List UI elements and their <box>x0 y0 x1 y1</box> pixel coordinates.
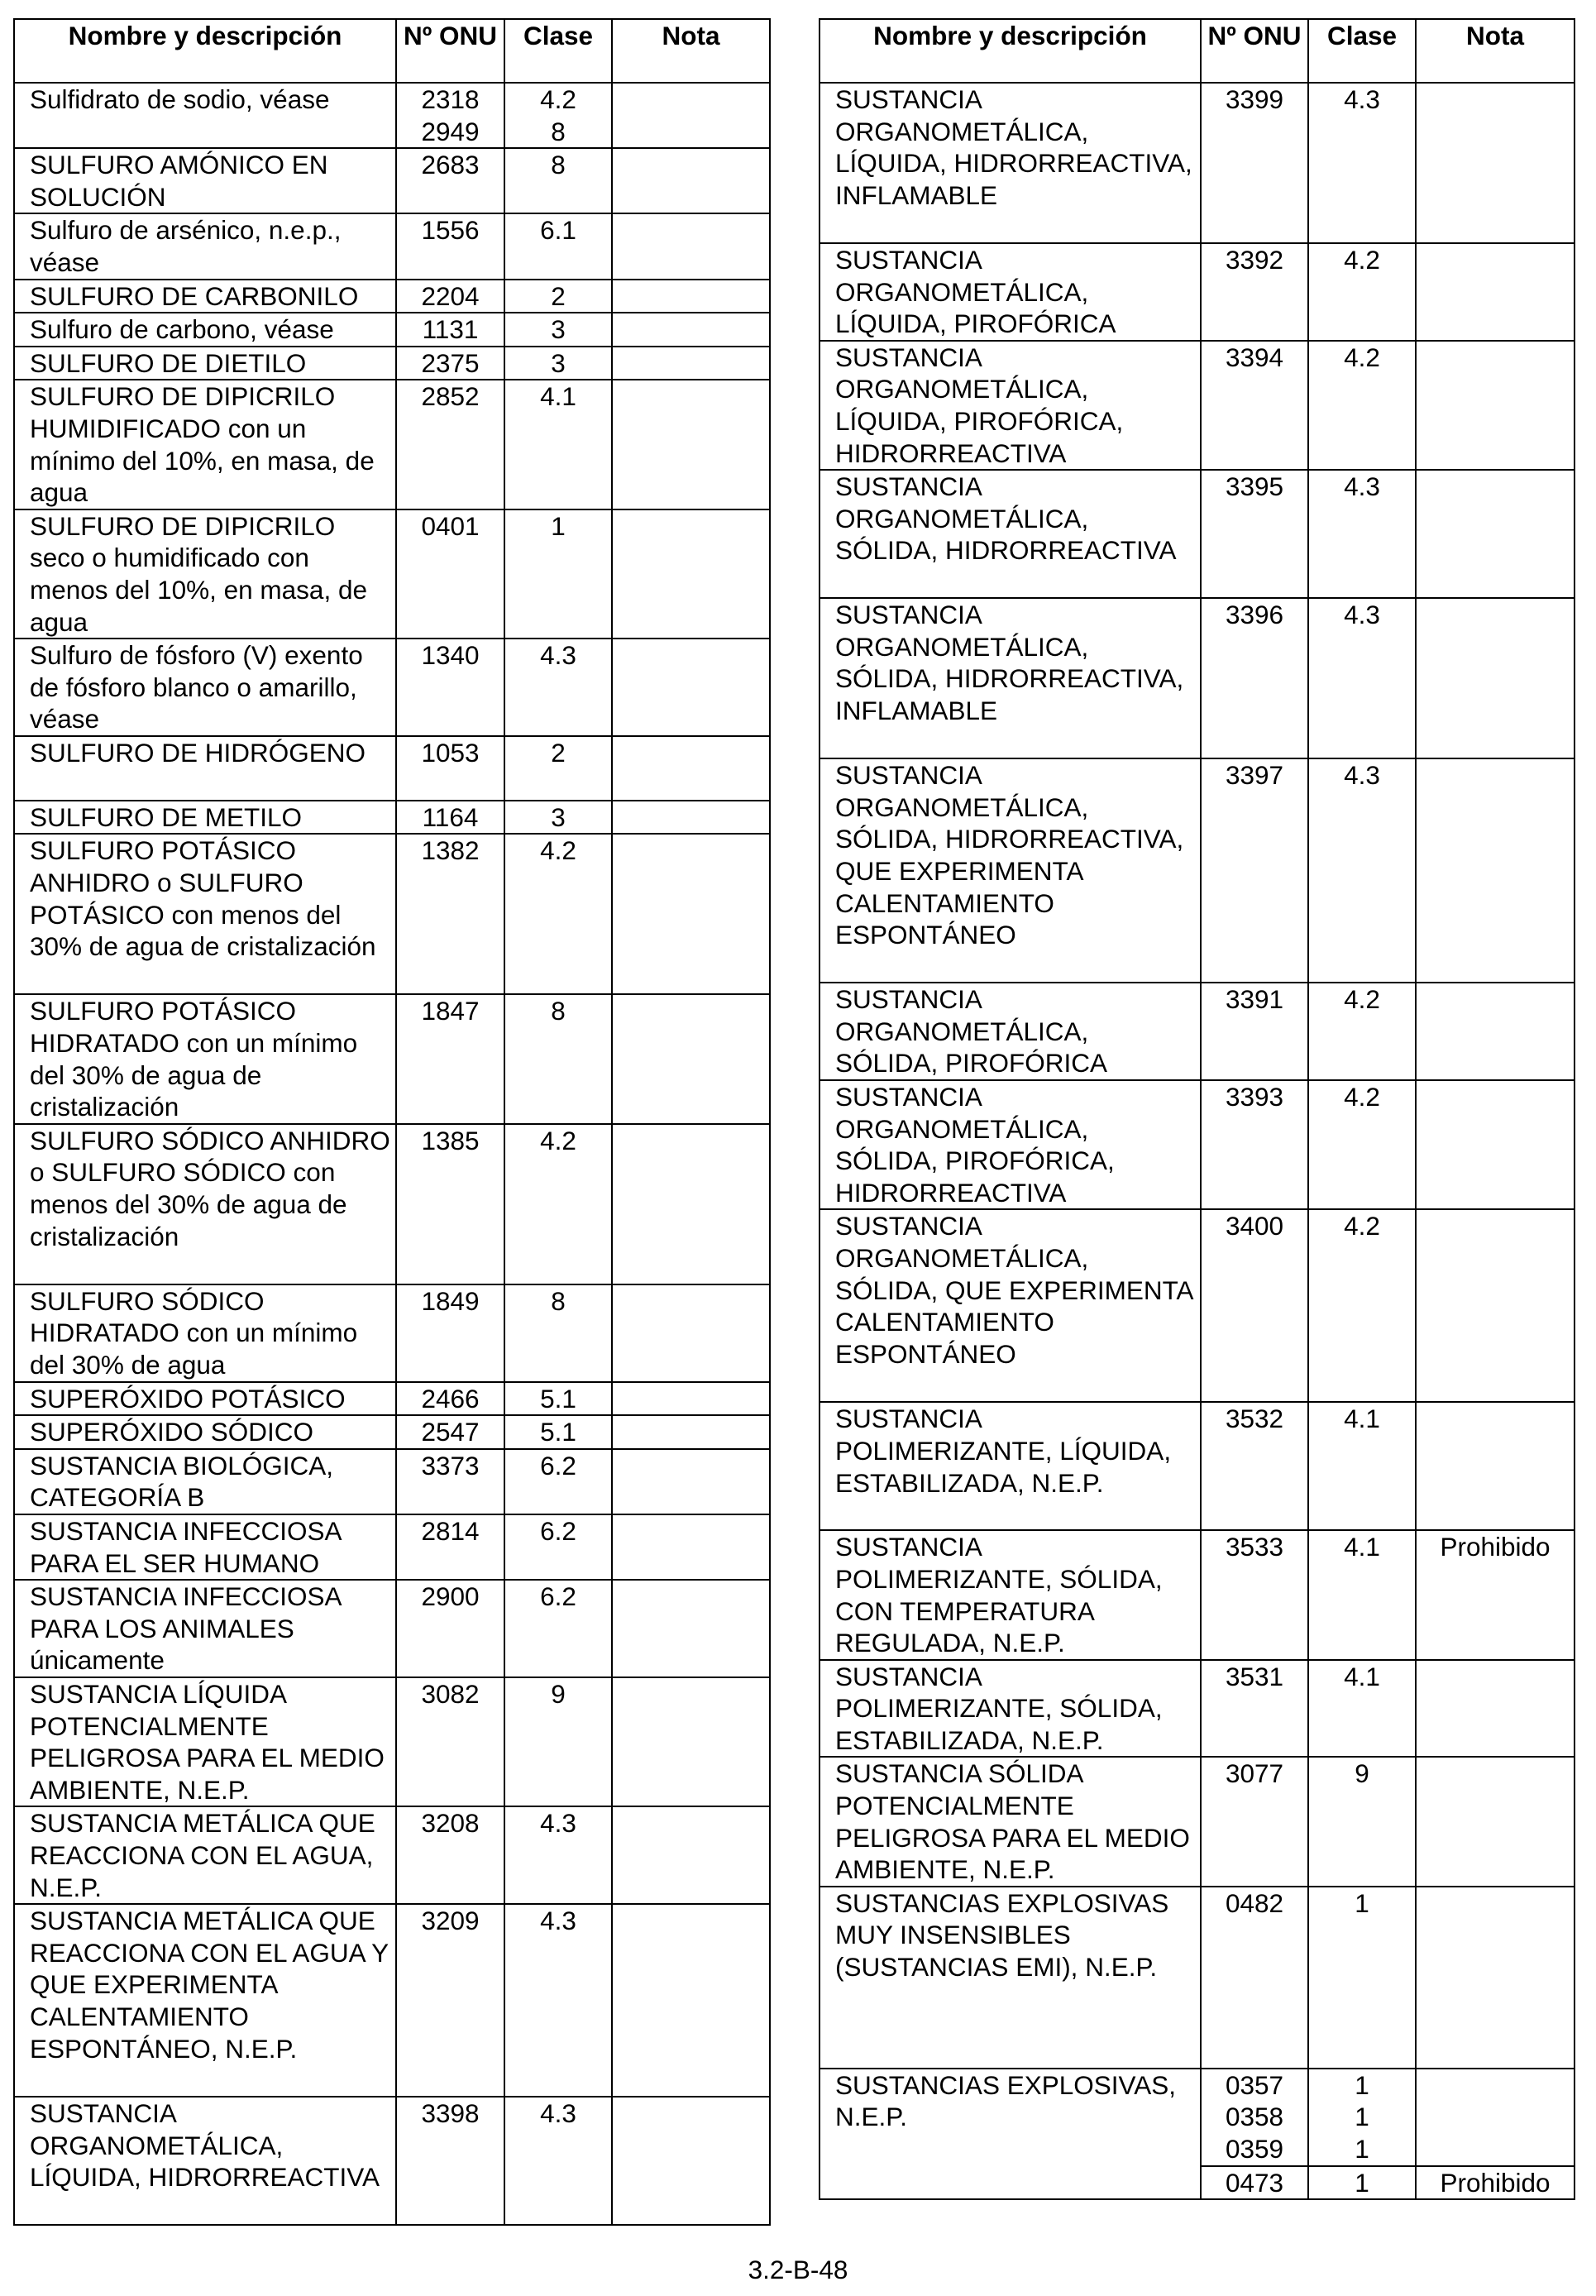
hazard-class-value: 1 <box>1355 1887 1369 1918</box>
table-row <box>14 1449 770 1514</box>
note <box>612 834 770 994</box>
un-number <box>396 1514 504 1580</box>
hazard-class <box>1308 598 1416 758</box>
substance-name: SULFURO POTÁSICO HIDRATADO con un mínimo del 30% de agua de cristalización <box>14 994 396 1123</box>
hazard-class-value: 6.2 <box>540 1581 576 1612</box>
un-number-value: 1385 <box>421 1125 480 1155</box>
hazard-class-value: 6.2 <box>540 1450 576 1480</box>
hazard-class-value: 4.3 <box>540 1808 576 1839</box>
hazard-class <box>504 509 612 639</box>
un-number-value: 3399 <box>1225 84 1284 114</box>
note <box>1416 1209 1574 1402</box>
un-number <box>396 347 504 380</box>
note <box>612 1514 770 1580</box>
un-number <box>1201 341 1308 470</box>
un-number-value: 3531 <box>1225 1661 1284 1691</box>
un-number-value: 1382 <box>421 835 480 866</box>
hazard-class-value: 1 <box>1355 2167 1369 2198</box>
hazard-class <box>1308 1080 1416 1209</box>
header-class: Clase <box>1308 19 1416 83</box>
substance-name: SUSTANCIAS EXPLOSIVAS MUY INSENSIBLES (SUSTANCIAS EMI), N.E.P. <box>820 1887 1201 2069</box>
hazard-class-value: 1 <box>1355 2069 1369 2100</box>
un-number <box>1201 598 1308 758</box>
note <box>612 1284 770 1382</box>
hazard-class-value: 2 <box>551 280 566 311</box>
substance-name: SUSTANCIA METÁLICA QUE REACCIONA CON EL AGUA Y QUE EXPERIMENTA CALENTAMIENTO ESPONTÁNEO, N.E.P. <box>14 1904 396 2097</box>
un-number <box>396 1449 504 1514</box>
hazard-class <box>504 1449 612 1514</box>
table-row <box>14 380 770 509</box>
un-number-value: 3396 <box>1225 600 1284 630</box>
note: Prohibido <box>1416 2166 1574 2200</box>
substance-name: SUSTANCIA POLIMERIZANTE, LÍQUIDA, ESTABILIZADA, N.E.P. <box>820 1402 1201 1530</box>
hazard-class-value: 4.1 <box>1344 1404 1380 1434</box>
table-row <box>14 1284 770 1382</box>
hazard-class <box>504 1580 612 1677</box>
hazard-class-value: 4.2 <box>1344 984 1380 1015</box>
hazard-class <box>504 1415 612 1449</box>
un-number-value: 3392 <box>1225 245 1284 275</box>
un-number <box>396 509 504 639</box>
un-number <box>396 994 504 1123</box>
header-row <box>14 19 770 83</box>
un-number-value: 1847 <box>421 996 480 1026</box>
substance-name: SULFURO SÓDICO ANHIDRO o SULFURO SÓDICO con menos del 30% de agua de cristalización <box>14 1124 396 1284</box>
hazard-class <box>1308 1757 1416 1886</box>
hazard-class <box>504 1284 612 1382</box>
un-number <box>1201 2166 1308 2200</box>
hazard-class-value: 4.2 <box>1344 245 1380 275</box>
hazard-class <box>504 313 612 347</box>
un-number-value: 3391 <box>1225 984 1284 1015</box>
hazard-class-value: 8 <box>551 150 566 180</box>
hazard-class <box>1308 1530 1416 1659</box>
hazard-class <box>504 639 612 736</box>
substance-name: SUSTANCIA INFECCIOSA PARA EL SER HUMANO <box>14 1514 396 1580</box>
hazard-class-value: 4.1 <box>1344 1532 1380 1562</box>
hazard-class <box>1308 2166 1416 2200</box>
un-number <box>396 1415 504 1449</box>
substance-name: SUSTANCIA LÍQUIDA POTENCIALMENTE PELIGROSA PARA EL MEDIO AMBIENTE, N.E.P. <box>14 1677 396 1806</box>
un-number-value: 2852 <box>421 381 480 412</box>
un-number-value: 3395 <box>1225 471 1284 502</box>
table-row <box>14 736 770 801</box>
hazard-class-value: 9 <box>1355 1758 1369 1789</box>
un-number <box>396 736 504 801</box>
hazard-class-value: 4.3 <box>540 1906 576 1936</box>
hazard-class <box>1308 2069 1416 2166</box>
un-number <box>396 148 504 213</box>
un-number-value: 2375 <box>421 347 480 378</box>
un-number-value: 2466 <box>421 1383 480 1413</box>
table-row <box>820 1660 1574 1758</box>
un-number <box>396 801 504 835</box>
substance-name: SUSTANCIA ORGANOMETÁLICA, SÓLIDA, HIDRORREACTIVA, QUE EXPERIMENTA CALENTAMIENTO ESPONTÁNEO <box>820 758 1201 983</box>
hazard-class <box>504 83 612 148</box>
substance-name: SUPERÓXIDO SÓDICO <box>14 1415 396 1449</box>
hazard-class <box>1308 1402 1416 1530</box>
table-row <box>820 598 1574 758</box>
un-number-value: 0482 <box>1225 1887 1284 1918</box>
un-number-value: 3532 <box>1225 1404 1284 1434</box>
substance-name: SUSTANCIA ORGANOMETÁLICA, SÓLIDA, QUE EXPERIMENTA CALENTAMIENTO ESPONTÁNEO <box>820 1209 1201 1402</box>
hazard-class <box>504 213 612 279</box>
hazard-class-value: 1 <box>1355 2134 1369 2164</box>
substance-name: SUSTANCIA ORGANOMETÁLICA, SÓLIDA, PIROFÓRICA <box>820 983 1201 1080</box>
un-number-value: 3394 <box>1225 342 1284 372</box>
hazard-class-value: 4.1 <box>1344 1661 1380 1691</box>
table-row <box>820 470 1574 598</box>
hazard-class-value: 4.3 <box>1344 84 1380 114</box>
note <box>612 380 770 509</box>
hazard-class-value: 8 <box>551 116 566 146</box>
note <box>612 994 770 1123</box>
un-number <box>1201 983 1308 1080</box>
header-name: Nombre y descripción <box>14 19 396 83</box>
substance-name: Sulfuro de arsénico, n.e.p., véase <box>14 213 396 279</box>
un-number-value: 0359 <box>1225 2134 1284 2164</box>
substance-name: SUSTANCIA METÁLICA QUE REACCIONA CON EL AGUA, N.E.P. <box>14 1806 396 1904</box>
un-number <box>396 1284 504 1382</box>
hazard-class <box>1308 1660 1416 1758</box>
un-number <box>396 1904 504 2097</box>
substance-name: SUSTANCIA ORGANOMETÁLICA, LÍQUIDA, HIDRORREACTIVA, INFLAMABLE <box>820 83 1201 243</box>
substance-name: SULFURO DE DIPICRILO HUMIDIFICADO con un mínimo del 10%, en masa, de agua <box>14 380 396 509</box>
un-number <box>1201 1530 1308 1659</box>
note <box>612 736 770 801</box>
table-row <box>820 1530 1574 1659</box>
substance-name: SUSTANCIA POLIMERIZANTE, SÓLIDA, CON TEMPERATURA REGULADA, N.E.P. <box>820 1530 1201 1659</box>
note: Prohibido <box>1416 1530 1574 1659</box>
hazard-class-value: 1 <box>1355 2102 1369 2132</box>
header-class: Clase <box>504 19 612 83</box>
substance-name: Sulfidrato de sodio, véase <box>14 83 396 148</box>
substance-name: SUSTANCIA ORGANOMETÁLICA, LÍQUIDA, PIROFÓRICA, HIDRORREACTIVA <box>820 341 1201 470</box>
note <box>1416 1757 1574 1886</box>
hazard-class <box>504 148 612 213</box>
table-row <box>14 834 770 994</box>
substance-name: SUSTANCIA ORGANOMETÁLICA, SÓLIDA, HIDRORREACTIVA <box>820 470 1201 598</box>
un-number <box>396 2097 504 2225</box>
header-un: Nº ONU <box>396 19 504 83</box>
un-number <box>396 1677 504 1806</box>
substance-name: SUSTANCIA ORGANOMETÁLICA, SÓLIDA, PIROFÓRICA, HIDRORREACTIVA <box>820 1080 1201 1209</box>
substance-name: SUSTANCIA ORGANOMETÁLICA, LÍQUIDA, HIDRORREACTIVA <box>14 2097 396 2225</box>
note <box>612 213 770 279</box>
substance-name: SUSTANCIA ORGANOMETÁLICA, SÓLIDA, HIDRORREACTIVA, INFLAMABLE <box>820 598 1201 758</box>
table-row <box>14 213 770 279</box>
un-number-value: 2204 <box>421 280 480 311</box>
substance-name: SUSTANCIAS EXPLOSIVAS, N.E.P. <box>820 2069 1201 2199</box>
hazard-class-value: 4.2 <box>540 1125 576 1155</box>
substance-name: SULFURO POTÁSICO ANHIDRO o SULFURO POTÁSICO con menos del 30% de agua de cristalización <box>14 834 396 994</box>
hazard-class-value: 6.1 <box>540 215 576 246</box>
hazard-class-value: 4.1 <box>540 381 576 412</box>
note <box>1416 1080 1574 1209</box>
un-number-value: 2949 <box>421 116 480 146</box>
note <box>612 1382 770 1416</box>
un-number <box>396 1580 504 1677</box>
hazard-class <box>504 1904 612 2097</box>
substance-name: Sulfuro de fósforo (V) exento de fósforo blanco o amarillo, véase <box>14 639 396 736</box>
hazard-class <box>1308 470 1416 598</box>
table-row <box>820 83 1574 243</box>
un-number <box>396 83 504 148</box>
table-row <box>14 313 770 347</box>
hazard-class <box>1308 83 1416 243</box>
substance-name: Sulfuro de carbono, véase <box>14 313 396 347</box>
un-number-value: 1340 <box>421 640 480 671</box>
un-number-value: 2683 <box>421 150 480 180</box>
note <box>612 83 770 148</box>
un-number-value: 1053 <box>421 737 480 768</box>
table-row <box>14 1124 770 1284</box>
un-number-value: 0358 <box>1225 2102 1284 2132</box>
note <box>612 639 770 736</box>
hazard-class <box>504 1514 612 1580</box>
substance-name: SUSTANCIA SÓLIDA POTENCIALMENTE PELIGROSA PARA EL MEDIO AMBIENTE, N.E.P. <box>820 1757 1201 1886</box>
un-number-value: 1849 <box>421 1285 480 1316</box>
un-number-value: 3400 <box>1225 1211 1284 1241</box>
hazard-class-value: 4.2 <box>540 835 576 866</box>
note <box>1416 1402 1574 1530</box>
un-number-value: 2900 <box>421 1581 480 1612</box>
table-row <box>820 1402 1574 1530</box>
un-number <box>1201 1209 1308 1402</box>
un-number <box>396 1382 504 1416</box>
substance-name: SULFURO SÓDICO HIDRATADO con un mínimo del 30% de agua <box>14 1284 396 1382</box>
note <box>1416 470 1574 598</box>
table-row <box>14 1415 770 1449</box>
note <box>612 313 770 347</box>
table-row <box>820 243 1574 341</box>
hazard-class <box>1308 758 1416 983</box>
un-number-value: 1131 <box>422 314 479 345</box>
note <box>1416 1887 1574 2069</box>
un-number-value: 3373 <box>421 1450 480 1480</box>
table-row <box>820 1887 1574 2069</box>
hazard-class <box>504 280 612 313</box>
table-row <box>820 341 1574 470</box>
table-row <box>14 83 770 148</box>
table-row <box>820 1209 1574 1402</box>
hazard-class-value: 3 <box>551 347 566 378</box>
un-number <box>396 313 504 347</box>
hazard-class-value: 3 <box>551 314 566 345</box>
un-number-value: 0401 <box>421 510 480 541</box>
un-number <box>396 1806 504 1904</box>
hazard-class-value: 5.1 <box>540 1417 576 1447</box>
hazard-class <box>504 2097 612 2225</box>
table-row <box>14 2097 770 2225</box>
un-number-value: 3077 <box>1225 1758 1284 1789</box>
un-number-value: 3208 <box>421 1808 480 1839</box>
un-number <box>1201 243 1308 341</box>
right-table <box>819 18 1575 2200</box>
substance-name: SULFURO DE DIETILO <box>14 347 396 380</box>
un-number-value: 0473 <box>1225 2167 1284 2198</box>
table-row <box>14 1677 770 1806</box>
substance-name: SULFURO DE METILO <box>14 801 396 835</box>
note <box>612 148 770 213</box>
hazard-class-value: 8 <box>551 996 566 1026</box>
note <box>612 1449 770 1514</box>
note <box>612 801 770 835</box>
substance-name: SUSTANCIA POLIMERIZANTE, SÓLIDA, ESTABILIZADA, N.E.P. <box>820 1660 1201 1758</box>
substance-name: SUPERÓXIDO POTÁSICO <box>14 1382 396 1416</box>
table-row <box>820 758 1574 983</box>
header-row <box>820 19 1574 83</box>
hazard-class-value: 4.3 <box>1344 471 1380 502</box>
hazard-class <box>504 834 612 994</box>
hazard-class-value: 4.2 <box>1344 342 1380 372</box>
hazard-class-value: 4.3 <box>1344 600 1380 630</box>
note <box>1416 341 1574 470</box>
un-number <box>396 834 504 994</box>
table-row <box>820 1080 1574 1209</box>
note <box>612 347 770 380</box>
un-number <box>396 280 504 313</box>
un-number <box>1201 1660 1308 1758</box>
un-number <box>1201 470 1308 598</box>
header-note: Nota <box>612 19 770 83</box>
page-number: 3.2-B-48 <box>748 2255 848 2284</box>
note <box>612 280 770 313</box>
hazard-class <box>504 1124 612 1284</box>
un-number-value: 2547 <box>421 1417 480 1447</box>
un-number <box>1201 1757 1308 1886</box>
un-number <box>1201 758 1308 983</box>
hazard-class-value: 4.3 <box>540 640 576 671</box>
un-number <box>1201 1080 1308 1209</box>
hazard-class <box>504 1677 612 1806</box>
header-un: Nº ONU <box>1201 19 1308 83</box>
note <box>1416 83 1574 243</box>
un-number-value: 2814 <box>421 1516 480 1546</box>
left-table <box>13 18 771 2226</box>
hazard-class <box>1308 243 1416 341</box>
note <box>1416 758 1574 983</box>
un-number <box>1201 1402 1308 1530</box>
table-row <box>14 280 770 313</box>
note <box>612 1904 770 2097</box>
substance-name: SUSTANCIA ORGANOMETÁLICA, LÍQUIDA, PIROFÓRICA <box>820 243 1201 341</box>
un-number-value: 3393 <box>1225 1081 1284 1112</box>
table-row <box>14 1806 770 1904</box>
table-row <box>14 1904 770 2097</box>
un-number-value: 1556 <box>421 215 480 246</box>
note <box>612 1806 770 1904</box>
hazard-class <box>504 736 612 801</box>
table-row <box>14 148 770 213</box>
un-number-value: 3398 <box>421 2098 480 2129</box>
un-number <box>396 380 504 509</box>
hazard-class-value: 9 <box>551 1678 566 1709</box>
table-row <box>14 639 770 736</box>
un-number <box>1201 2069 1308 2166</box>
hazard-class-value: 4.2 <box>1344 1081 1380 1112</box>
hazard-class <box>504 1806 612 1904</box>
substance-name: SUSTANCIA INFECCIOSA PARA LOS ANIMALES únicamente <box>14 1580 396 1677</box>
header-note: Nota <box>1416 19 1574 83</box>
un-number-value: 2318 <box>421 84 480 114</box>
substance-name: SUSTANCIA BIOLÓGICA, CATEGORÍA B <box>14 1449 396 1514</box>
hazard-class-value: 4.2 <box>540 84 576 114</box>
hazard-class <box>504 347 612 380</box>
table-row <box>14 801 770 835</box>
hazard-class <box>1308 341 1416 470</box>
hazard-class <box>504 994 612 1123</box>
un-number-value: 0357 <box>1225 2069 1284 2100</box>
hazard-class <box>1308 1209 1416 1402</box>
hazard-class-value: 8 <box>551 1285 566 1316</box>
un-number-value: 3533 <box>1225 1532 1284 1562</box>
un-number <box>1201 83 1308 243</box>
table-row <box>820 1757 1574 1886</box>
hazard-class <box>504 1382 612 1416</box>
hazard-class-value: 4.3 <box>540 2098 576 2129</box>
note <box>1416 1660 1574 1758</box>
hazard-class-value: 4.3 <box>1344 760 1380 791</box>
note <box>612 1677 770 1806</box>
substance-name: SULFURO DE CARBONILO <box>14 280 396 313</box>
header-name: Nombre y descripción <box>820 19 1201 83</box>
substance-name: SULFURO DE DIPICRILO seco o humidificado con menos del 10%, en masa, de agua <box>14 509 396 639</box>
hazard-class-value: 1 <box>551 510 566 541</box>
table-row <box>820 2069 1574 2166</box>
note <box>612 1580 770 1677</box>
hazard-class-value: 5.1 <box>540 1383 576 1413</box>
un-number-value: 3397 <box>1225 760 1284 791</box>
table-row <box>14 509 770 639</box>
table-row <box>14 1382 770 1416</box>
table-row <box>14 1514 770 1580</box>
table-row <box>14 1580 770 1677</box>
un-number <box>396 639 504 736</box>
un-number <box>396 1124 504 1284</box>
hazard-class-value: 6.2 <box>540 1516 576 1546</box>
note <box>1416 243 1574 341</box>
un-number-value: 3209 <box>421 1906 480 1936</box>
hazard-class <box>504 380 612 509</box>
table-row <box>820 983 1574 1080</box>
substance-name: SULFURO AMÓNICO EN SOLUCIÓN <box>14 148 396 213</box>
note <box>1416 598 1574 758</box>
note <box>612 1415 770 1449</box>
note <box>1416 983 1574 1080</box>
un-number-value: 3082 <box>421 1678 480 1709</box>
hazard-class-value: 2 <box>551 737 566 768</box>
un-number <box>396 213 504 279</box>
hazard-class-value: 4.2 <box>1344 1211 1380 1241</box>
un-number-value: 1164 <box>422 801 479 832</box>
hazard-class-value: 3 <box>551 801 566 832</box>
note <box>1416 2069 1574 2166</box>
note <box>612 1124 770 1284</box>
table-row <box>14 347 770 380</box>
hazard-class <box>504 801 612 835</box>
table-row <box>14 994 770 1123</box>
note <box>612 2097 770 2225</box>
note <box>612 509 770 639</box>
substance-name: SULFURO DE HIDRÓGENO <box>14 736 396 801</box>
un-number <box>1201 1887 1308 2069</box>
hazard-class <box>1308 983 1416 1080</box>
hazard-class <box>1308 1887 1416 2069</box>
